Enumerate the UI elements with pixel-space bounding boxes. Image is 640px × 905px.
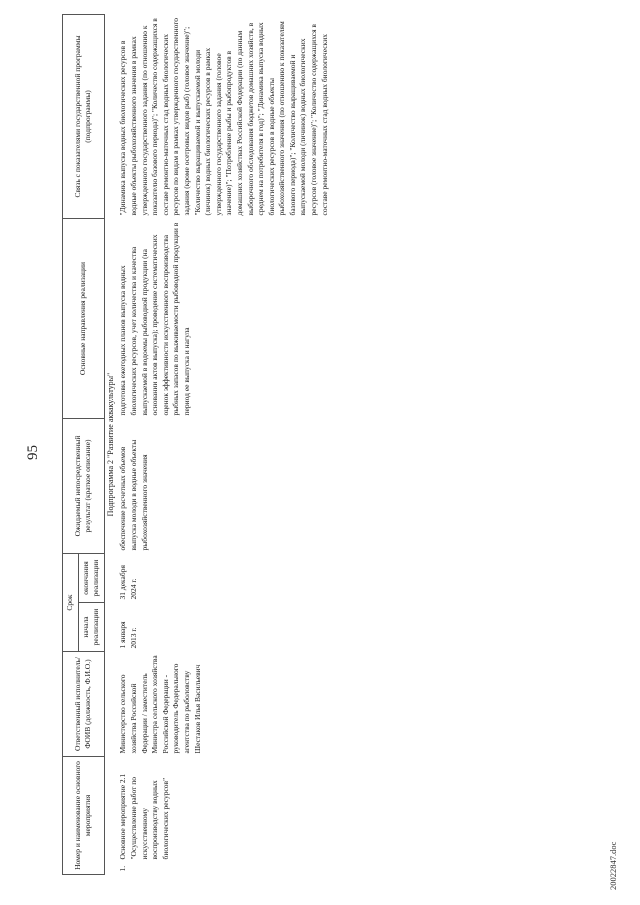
page-number: 95: [25, 445, 41, 460]
start-date: 1 января 2013 г.: [118, 621, 138, 649]
header-expected-result: Ожидаемый непосредственный результат (краткое описание): [63, 419, 105, 554]
header-responsible: Ответственный исполнитель/ФОИВ (должность, Ф.И.О.): [63, 652, 105, 757]
header-indicators-link: Связь с показателями государственной программы (подпрограммы): [63, 15, 105, 219]
responsible-executor: Министерство сельского хозяйства Российской Федерации / заместитель Министра сельского хозяйства Российской Федерации - руководитель Федерального агентства по рыболовству Шестаков Илья Васильевич: [118, 655, 202, 754]
expected-result: обеспечение расчетных объемов выпуска молоди в водные объекты рыбохозяйственного значения: [118, 439, 149, 551]
table-row: [117, 15, 331, 875]
activity-name-cell: [117, 757, 331, 875]
activity-name: Основное мероприятие 2.1 "Осуществление работ по искусственному воспроизводству водных биологических ресурсов": [118, 773, 170, 860]
linked-indicators: "Динамика выпуска водных биологических ресурсов в водные объекты рыбохозяйственного значения в рамках утвержденного государственного задания (по отношению к показателю базового периода)"; "Количество содержащихся в составе ремонтно-маточных стад водных биологических ресурсов по видам в рамках утвержденного государственного задания (кроме осетровых видов рыб) (головое значение)"; "Количество выращиваемой и выпускаемой молоди (личинок) водных биологических ресурсов в рамках утвержденного государственного задания (головое значение)"; "Потребление рыбы и рыбопродуктов в домашних хозяйствах Российской Федерации (по данным выборочного обследования бюджетов домашних хозяйств, в среднем на потребителя в год)"; "Динамика выпуска водных биологических ресурсов в водные объекты рыбохозяйственного значения (по отношению к показателям базового периода)"; "Количество выращиваемой и выпускаемой молоди (личинок) водных биологических ресурсов (головое значение)"; "Количество содержащихся в составе ремонтно-маточных стад водных биологических: [118, 18, 329, 216]
activities-table: [62, 14, 331, 875]
subprogram-title: Подпрограмма 2 "Развитие аквакультуры": [105, 372, 115, 517]
document-id: 20022847.doc: [608, 841, 618, 890]
header-main-directions: Основные направления реализации: [63, 219, 105, 419]
row-number: 1.: [118, 865, 128, 872]
main-directions: подготовка ежегодных планов выпуска водных биологических ресурсов, учет количества и качества выпускаемой в водоемы рыбоводной продукции (на основании актов выпуска); проведение систематических оценок эффективности искусственного воспроизводства рыбных запасов по выживаемости рыбоводной продукции в период ее выпуска и нагула: [118, 222, 191, 416]
header-number-name: Номер и наименование основного мероприятия: [63, 757, 105, 875]
end-date: 31 декабря 2024 г.: [118, 565, 138, 600]
header-term: Срок: [63, 554, 79, 652]
header-end: окончания реализации: [78, 554, 104, 603]
header-start: начала реализации: [78, 603, 104, 652]
